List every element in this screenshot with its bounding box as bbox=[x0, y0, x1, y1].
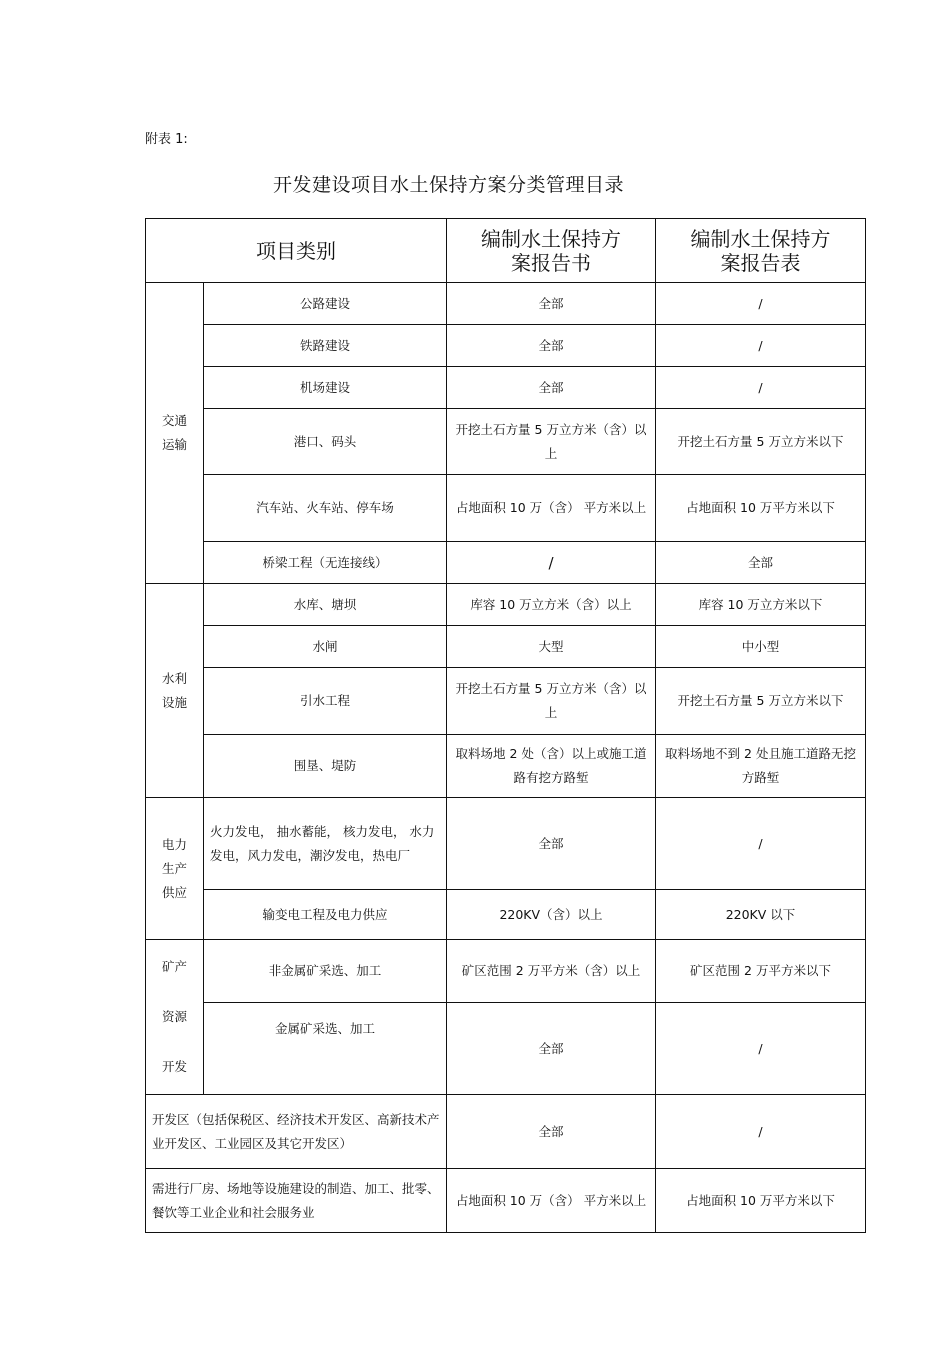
form-cell: 开挖土石方量 5 万立方米以下 bbox=[656, 668, 866, 735]
form-cell: 矿区范围 2 万平方米以下 bbox=[656, 940, 866, 1003]
category-power-line1: 电力 bbox=[161, 836, 187, 852]
book-cell: 库容 10 万立方米（含）以上 bbox=[447, 584, 656, 626]
header-report-book bbox=[447, 219, 656, 283]
header-category: 项目类别 bbox=[146, 219, 447, 283]
form-cell: / bbox=[656, 798, 866, 890]
table-row bbox=[146, 890, 866, 940]
category-mining-line2: 资源 bbox=[161, 1009, 187, 1024]
book-cell: 全部 bbox=[447, 283, 656, 325]
item-cell: 铁路建设 bbox=[204, 325, 447, 367]
table-row bbox=[146, 325, 866, 367]
item-cell: 港口、码头 bbox=[204, 409, 447, 475]
book-cell: 开挖土石方量 5 万立方米（含）以上 bbox=[447, 668, 656, 735]
item-cell: 水闸 bbox=[204, 626, 447, 668]
category-mining bbox=[146, 940, 204, 1095]
category-power-line3: 供应 bbox=[161, 884, 187, 900]
book-cell: 占地面积 10 万（含） 平方米以上 bbox=[447, 475, 656, 542]
document-title: 开发建设项目水土保持方案分类管理目录 bbox=[273, 174, 625, 196]
form-cell: 中小型 bbox=[656, 626, 866, 668]
table-row bbox=[146, 798, 866, 890]
form-cell: 开挖土石方量 5 万立方米以下 bbox=[656, 409, 866, 475]
form-cell: 取料场地不到 2 处且施工道路无挖方路堑 bbox=[656, 735, 866, 798]
book-cell: 取料场地 2 处（含）以上或施工道路有挖方路堑 bbox=[447, 735, 656, 798]
category-water bbox=[146, 584, 204, 798]
book-cell: 占地面积 10 万（含） 平方米以上 bbox=[447, 1169, 656, 1233]
header-row bbox=[146, 219, 866, 283]
header-report-form-line2: 案报告表 bbox=[720, 250, 801, 275]
item-cell: 公路建设 bbox=[204, 283, 447, 325]
item-cell: 水库、塘坝 bbox=[204, 584, 447, 626]
item-cell: 围垦、堤防 bbox=[204, 735, 447, 798]
category-transport-line1: 交通 bbox=[161, 413, 187, 428]
table-row bbox=[146, 584, 866, 626]
form-cell: / bbox=[656, 1003, 866, 1095]
form-cell: / bbox=[656, 367, 866, 409]
form-cell: 占地面积 10 万平方米以下 bbox=[656, 475, 866, 542]
category-water-line2: 设施 bbox=[161, 694, 187, 710]
book-cell: 大型 bbox=[447, 626, 656, 668]
form-cell: 占地面积 10 万平方米以下 bbox=[656, 1169, 866, 1233]
form-cell: 220KV 以下 bbox=[656, 890, 866, 940]
table-row bbox=[146, 1003, 866, 1095]
form-cell: 全部 bbox=[656, 542, 866, 584]
book-cell: 全部 bbox=[447, 798, 656, 890]
category-mining-line1: 矿产 bbox=[161, 959, 187, 974]
category-mining-line3: 开发 bbox=[161, 1059, 187, 1074]
book-cell: 220KV（含）以上 bbox=[447, 890, 656, 940]
book-cell: 开挖土石方量 5 万立方米（含）以上 bbox=[447, 409, 656, 475]
item-cell: 火力发电， 抽水蓄能， 核力发电， 水力发电，风力发电，潮汐发电，热电厂 bbox=[204, 798, 447, 890]
table-row bbox=[146, 626, 866, 668]
book-cell: 矿区范围 2 万平方米（含）以上 bbox=[447, 940, 656, 1003]
table-row bbox=[146, 940, 866, 1003]
table-row bbox=[146, 283, 866, 325]
item-cell: 桥梁工程（无连接线） bbox=[204, 542, 447, 584]
table-row bbox=[146, 1095, 866, 1169]
classification-table bbox=[145, 218, 866, 1233]
item-cell: 引水工程 bbox=[204, 668, 447, 735]
form-cell: / bbox=[656, 1095, 866, 1169]
item-cell-industry: 需进行厂房、场地等设施建设的制造、加工、批零、餐饮等工业企业和社会服务业 bbox=[146, 1169, 447, 1233]
category-transport-line2: 运输 bbox=[161, 437, 187, 452]
item-cell: 输变电工程及电力供应 bbox=[204, 890, 447, 940]
form-cell: 库容 10 万立方米以下 bbox=[656, 584, 866, 626]
category-power-line2: 生产 bbox=[161, 860, 187, 876]
item-cell: 金属矿采选、加工 bbox=[204, 1003, 447, 1095]
category-transport bbox=[146, 283, 204, 584]
header-report-book-line1: 编制水土保持方 bbox=[481, 226, 621, 251]
book-cell: / bbox=[447, 542, 656, 584]
category-power bbox=[146, 798, 204, 940]
item-cell: 汽车站、火车站、停车场 bbox=[204, 475, 447, 542]
appendix-label: 附表 1: bbox=[145, 132, 188, 147]
header-report-book-line2: 案报告书 bbox=[511, 250, 591, 275]
header-report-form-line1: 编制水土保持方 bbox=[690, 226, 831, 251]
header-report-form bbox=[656, 219, 866, 283]
item-cell: 非金属矿采选、加工 bbox=[204, 940, 447, 1003]
book-cell: 全部 bbox=[447, 1095, 656, 1169]
book-cell: 全部 bbox=[447, 325, 656, 367]
table-row bbox=[146, 367, 866, 409]
book-cell: 全部 bbox=[447, 1003, 656, 1095]
table-row bbox=[146, 409, 866, 475]
form-cell: / bbox=[656, 325, 866, 367]
item-cell: 机场建设 bbox=[204, 367, 447, 409]
table-row bbox=[146, 668, 866, 735]
table-row bbox=[146, 735, 866, 798]
form-cell: / bbox=[656, 283, 866, 325]
item-cell-dev-zone: 开发区（包括保税区、经济技术开发区、高新技术产业开发区、工业园区及其它开发区） bbox=[146, 1095, 447, 1169]
category-water-line1: 水利 bbox=[161, 670, 187, 686]
table-row bbox=[146, 1169, 866, 1233]
table-row bbox=[146, 542, 866, 584]
table-row bbox=[146, 475, 866, 542]
book-cell: 全部 bbox=[447, 367, 656, 409]
